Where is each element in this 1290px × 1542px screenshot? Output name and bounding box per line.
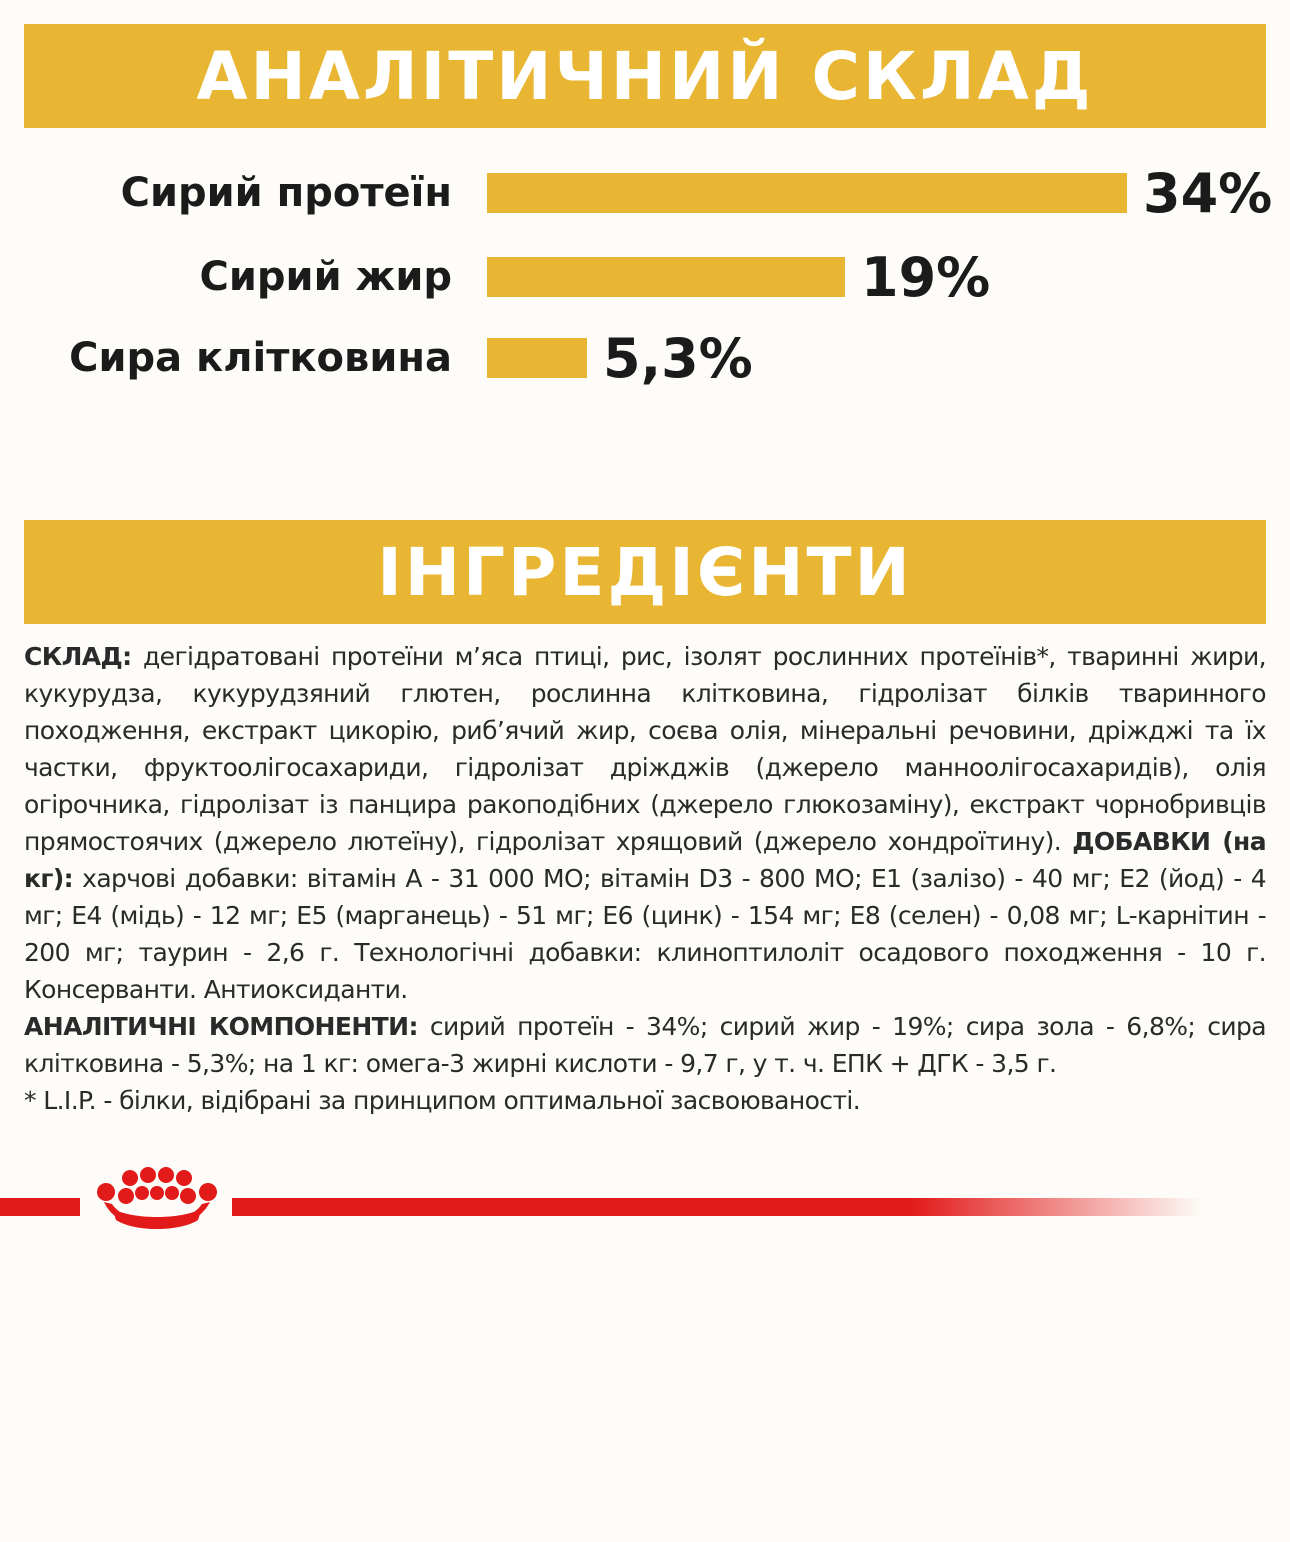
bar-row-fiber xyxy=(0,323,1290,393)
bar-label: Сирий жир xyxy=(199,254,452,300)
bar-value: 5,3% xyxy=(603,326,753,390)
royal-canin-crown-icon xyxy=(90,1166,222,1238)
bar-fill xyxy=(487,257,845,297)
composition-text: дегідратовані протеїни м’яса птиці, рис, ізолят рослинних протеїнів*, тваринні жири, кукурудза, кукурудзяний глютен, рослинна клітковина, гідролізат білків тваринного походження, екстракт цикорію, риб’ячий жир, соєва олія, мінеральні речовини, дріжджі та їх частки, фруктоолігосахариди, гідролізат дріжджів (джерело манноолігосахаридів), олія огірочника, гідролізат із панцира ракоподібних (джерело глюкозаміну), екстракт чорнобривців прямостоячих (джерело лютеїну), гідролізат хрящовий (джерело хондроїтину). xyxy=(24,642,1266,856)
bar-fill xyxy=(487,173,1127,213)
brand-line-right xyxy=(232,1198,1202,1216)
bar-value: 34% xyxy=(1143,161,1273,225)
analytic-components-text: сирий протеїн - 34%; сирий жир - 19%; сира зола - 6,8%; сира клітковина - 5,3%; на 1 кг: омега-3 жирні кислоти - 9,7 г, у т. ч. ЕПК + ДГК - 3,5 г. xyxy=(24,1012,1266,1078)
bar-value: 19% xyxy=(861,245,991,309)
bar-fill xyxy=(487,338,587,378)
composition-label: СКЛАД: xyxy=(24,642,132,671)
bar-label: Сирий протеїн xyxy=(120,170,452,216)
additives-text: харчові добавки: вітамін А - 31 000 МО; вітамін D3 - 800 МО; Е1 (залізо) - 40 мг; Е2 (йод) - 4 мг; Е4 (мідь) - 12 мг; Е5 (марганець) - 51 мг; Е6 (цинк) - 154 мг; Е8 (селен) - 0,08 мг; L-карнітин - 200 мг; таурин - 2,6 г. Технологічні добавки: клиноптилоліт осадового походження - 10 г. Консерванти. Антиоксиданти. xyxy=(24,864,1266,1004)
bar-row-fat xyxy=(0,242,1290,312)
brand-line-left xyxy=(0,1198,80,1216)
analytic-composition-title: АНАЛІТИЧНИЙ СКЛАД xyxy=(196,37,1094,115)
ingredients-text xyxy=(24,638,1266,1119)
footnote: * L.I.P. - білки, відібрані за принципом оптимальної засвоюваності. xyxy=(24,1086,861,1115)
ingredients-title: ІНГРЕДІЄНТИ xyxy=(377,533,913,611)
analytic-composition-banner xyxy=(24,24,1266,128)
ingredients-banner xyxy=(24,520,1266,624)
additives-label: ДОБАВКИ (на кг): xyxy=(24,827,1266,893)
bar-label: Сира клітковина xyxy=(69,335,452,381)
bar-row-protein xyxy=(0,158,1290,228)
analytic-components-label: АНАЛІТИЧНІ КОМПОНЕНТИ: xyxy=(24,1012,418,1041)
